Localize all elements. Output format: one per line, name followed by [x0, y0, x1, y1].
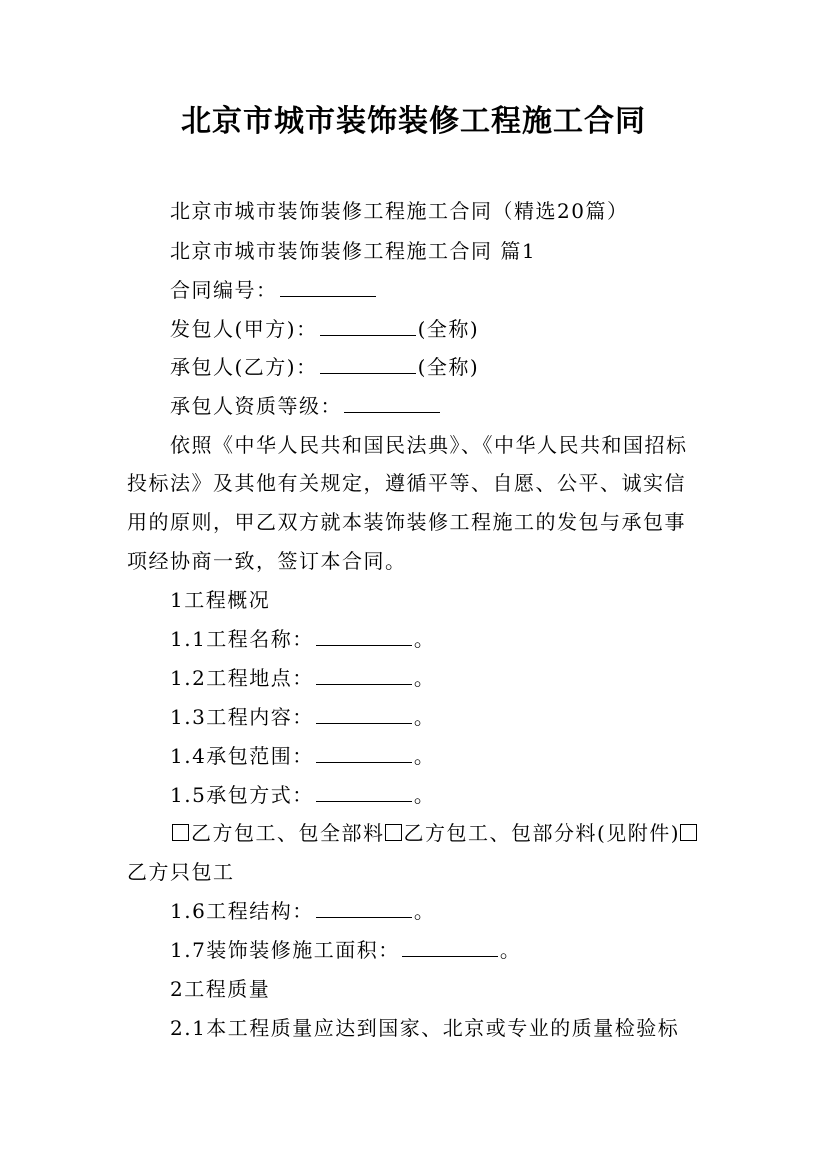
- party-b-label: 承包人(乙方)：: [170, 355, 318, 379]
- item-1-5-period: 。: [413, 783, 436, 807]
- contract-number-blank: [280, 276, 376, 297]
- contract-number-line: [170, 276, 378, 304]
- item-1-4-line: [170, 742, 435, 770]
- item-1-1-line: [170, 625, 435, 653]
- intro-line-2: 投标法》及其他有关规定，遵循平等、自愿、公平、诚实信: [127, 471, 686, 495]
- item-1-6-blank: [316, 897, 412, 918]
- document-subtitle: 北京市城市装饰装修工程施工合同（精选20篇）: [170, 199, 629, 223]
- option-a-label: 乙方包工、包全部料: [191, 821, 385, 845]
- item-1-4-period: 。: [413, 744, 436, 768]
- part-heading: 北京市城市装饰装修工程施工合同 篇1: [170, 239, 537, 263]
- item-1-6-period: 。: [413, 899, 436, 923]
- party-a-blank: [320, 315, 416, 336]
- item-1-7-label: 1.7装饰装修施工面积：: [170, 938, 400, 962]
- document-title: 北京市城市装饰装修工程施工合同: [181, 104, 646, 139]
- qualification-line: [170, 392, 442, 420]
- item-1-1-label: 1.1工程名称：: [170, 627, 314, 651]
- item-1-4-blank: [316, 742, 412, 763]
- item-1-2-blank: [316, 664, 412, 685]
- intro-line-4: 项经协商一致，签订本合同。: [127, 549, 407, 573]
- contract-number-label: 合同编号：: [170, 278, 278, 302]
- qualification-label: 承包人资质等级：: [170, 394, 342, 418]
- item-1-7-period: 。: [499, 938, 522, 962]
- item-1-6-label: 1.6工程结构：: [170, 899, 314, 923]
- checkbox-option-a[interactable]: [172, 824, 189, 841]
- checkbox-option-c[interactable]: [680, 824, 697, 841]
- item-1-3-label: 1.3工程内容：: [170, 705, 314, 729]
- intro-line-3: 用的原则，甲乙双方就本装饰装修工程施工的发包与承包事: [127, 510, 686, 534]
- item-1-5-line: [170, 781, 435, 809]
- party-a-suffix: (全称): [417, 317, 480, 341]
- qualification-blank: [344, 392, 440, 413]
- item-1-1-blank: [316, 625, 412, 646]
- options-line-1: [172, 819, 699, 847]
- item-1-4-label: 1.4承包范围：: [170, 744, 314, 768]
- item-1-3-line: [170, 703, 435, 731]
- item-1-2-line: [170, 664, 435, 692]
- party-b-blank: [320, 353, 416, 374]
- party-a-label: 发包人(甲方)：: [170, 317, 318, 341]
- item-1-3-blank: [316, 703, 412, 724]
- item-2-1-line: 2.1本工程质量应达到国家、北京或专业的质量检验标: [170, 1016, 680, 1040]
- item-1-2-label: 1.2工程地点：: [170, 666, 314, 690]
- item-1-5-label: 1.5承包方式：: [170, 783, 314, 807]
- option-b-label: 乙方包工、包部分料(见附件): [403, 821, 681, 845]
- item-1-2-period: 。: [413, 666, 436, 690]
- item-1-5-blank: [316, 781, 412, 802]
- checkbox-option-b[interactable]: [385, 824, 402, 841]
- item-1-1-period: 。: [413, 627, 436, 651]
- section-1-heading: 1工程概况: [170, 588, 271, 612]
- item-1-3-period: 。: [413, 705, 436, 729]
- item-1-7-line: [170, 936, 521, 964]
- party-a-line: [170, 315, 479, 343]
- section-2-heading: 2工程质量: [170, 977, 271, 1001]
- item-1-6-line: [170, 897, 435, 925]
- item-1-7-blank: [402, 936, 498, 957]
- option-c-label: 乙方只包工: [127, 860, 235, 884]
- party-b-suffix: (全称): [417, 355, 480, 379]
- intro-line-1: 依照《中华人民共和国民法典》、《中华人民共和国招标: [170, 433, 688, 457]
- party-b-line: [170, 353, 479, 381]
